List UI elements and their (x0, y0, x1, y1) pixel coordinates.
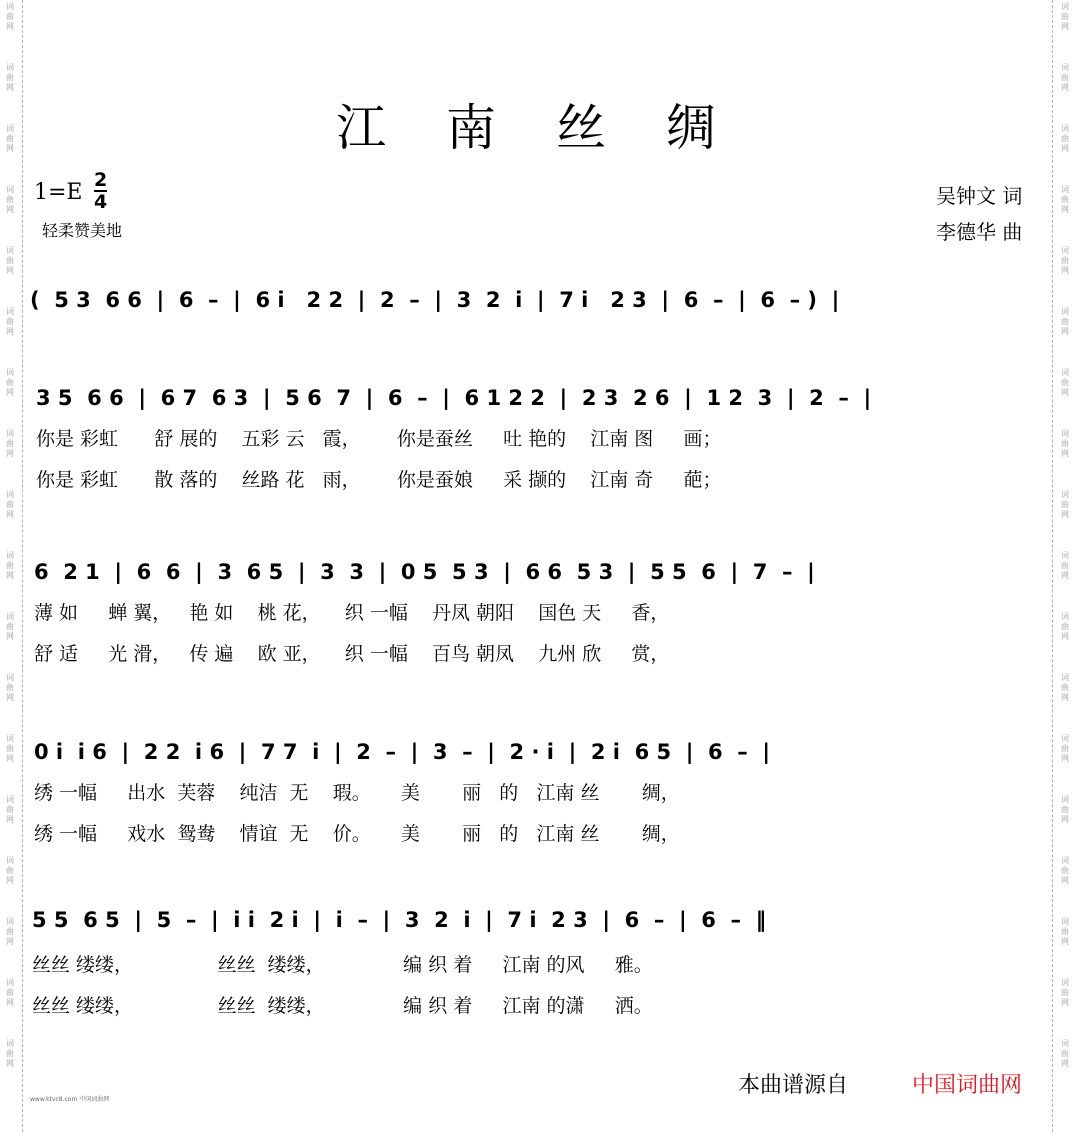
source-caption (738, 1068, 848, 1099)
watermark-glyphs: 词 曲 网 (6, 1039, 14, 1068)
site-name-link[interactable]: 中国词曲网 (912, 1073, 1023, 1098)
time-signature (94, 170, 107, 212)
watermark-glyphs: 词 曲 网 (1061, 429, 1069, 458)
watermark-glyphs: 词 曲 网 (1061, 1039, 1069, 1068)
watermark-glyphs: 词 曲 网 (6, 795, 14, 824)
watermark-glyphs: 词 曲 网 (6, 429, 14, 458)
watermark-glyphs: 词 曲 网 (6, 978, 14, 1007)
right-margin-line (1052, 0, 1053, 1132)
watermark-glyphs: 词 曲 网 (6, 307, 14, 336)
watermark-glyphs: 词 曲 网 (6, 917, 14, 946)
watermark-glyphs: 词 曲 网 (1061, 246, 1069, 275)
time-signature-top: 2 (94, 169, 108, 191)
watermark-glyphs: 词 曲 网 (6, 124, 14, 153)
watermark-glyphs: 词 曲 网 (1061, 368, 1069, 397)
watermark-glyphs: 词 曲 网 (6, 63, 14, 92)
watermark-glyphs: 词 曲 网 (1061, 490, 1069, 519)
watermark-glyphs: 词 曲 网 (1061, 2, 1069, 31)
watermark-glyphs: 词 曲 网 (6, 551, 14, 580)
watermark-glyphs: 词 曲 网 (6, 734, 14, 763)
watermark-glyphs: 词 曲 网 (6, 2, 14, 31)
key-signature (34, 180, 83, 205)
small-source-url: www.ktvc8.com 中国词曲网 (30, 1096, 110, 1103)
lyrics-verse-1: 薄 如 蝉 翼， 艳 如 桃 花， 织 一幅 丹凤 朝阳 国色 天 香， (34, 602, 670, 624)
watermark-glyphs: 词 曲 网 (6, 185, 14, 214)
watermark-glyphs: 词 曲 网 (6, 612, 14, 641)
watermark-glyphs: 词 曲 网 (6, 856, 14, 885)
lyrics-verse-1: 绣 一幅 出水 芙蓉 纯洁 无 瑕。 美 丽 的 江南 丝 绸， (34, 782, 680, 804)
lyrics-verse-1: 丝丝 缕缕， 丝丝 缕缕， 编 织 着 江南 的风 雅。 (32, 954, 653, 976)
notation-line: 6 2 1 | 6 6 | 3 6 5 | 3 3 | 0 5 5 3 | 6 6 5 3 | 5 5 6 | 7 – | (34, 560, 815, 584)
watermark-glyphs: 词 曲 网 (1061, 185, 1069, 214)
lyricist-credit: 吴钟文 词 (936, 184, 1023, 208)
score-row-3 (34, 560, 1044, 666)
watermark-glyphs: 词 曲 网 (1061, 734, 1069, 763)
watermark-glyphs: 词 曲 网 (6, 246, 14, 275)
notation-line: 0 i i 6 | 2 2 i 6 | 7 7 i | 2 – | 3 – | 2 · i | 2 i 6 5 | 6 – | (34, 740, 771, 764)
watermark-glyphs: 词 曲 网 (6, 368, 14, 397)
watermark-glyphs: 词 曲 网 (1061, 673, 1069, 702)
watermark-glyphs: 词 曲 网 (1061, 124, 1069, 153)
watermark-glyphs: 词 曲 网 (6, 490, 14, 519)
score-row-2 (36, 386, 1046, 492)
watermark-glyphs: 词 曲 网 (1061, 917, 1069, 946)
composer-credit: 李德华 曲 (936, 220, 1023, 244)
score-row-4 (34, 740, 1044, 846)
time-signature-bottom: 4 (94, 191, 108, 213)
watermark-glyphs: 词 曲 网 (1061, 551, 1069, 580)
expression-marking: 轻柔赞美地 (42, 221, 123, 240)
watermark-glyphs: 词 曲 网 (1061, 795, 1069, 824)
watermark-glyphs: 词 曲 网 (6, 673, 14, 702)
notation-line: ( 5 3 6 6 | 6 – | 6 i 2 2 | 2 – | 3 2 i | 7 i 2 3 | 6 – | 6 – ) | (30, 288, 840, 312)
left-margin-line (22, 0, 23, 1132)
watermark-glyphs: 词 曲 网 (1061, 63, 1069, 92)
lyrics-verse-2: 你是 彩虹 散 落的 丝路 花 雨， 你是蚕娘 采 撷的 江南 奇 葩； (36, 469, 722, 491)
watermark-glyphs: 词 曲 网 (1061, 307, 1069, 336)
watermark-glyphs: 词 曲 网 (1061, 856, 1069, 885)
lyrics-verse-2: 舒 适 光 滑， 传 遍 欧 亚， 织 一幅 百鸟 朝凤 九州 欣 赏， (34, 643, 670, 665)
notation-line: 3 5 6 6 | 6 7 6 3 | 5 6 7 | 6 – | 6 1 2 2 | 2 3 2 6 | 1 2 3 | 2 – | (36, 386, 872, 410)
lyrics-verse-1: 你是 彩虹 舒 展的 五彩 云 霞， 你是蚕丝 吐 艳的 江南 图 画； (36, 428, 722, 450)
notation-line: 5 5 6 5 | 5 – | i i 2 i | i – | 3 2 i | 7 i 2 3 | 6 – | 6 – ‖ (32, 908, 767, 932)
key-signature-text: 1=E (34, 180, 83, 205)
watermark-glyphs: 词 曲 网 (1061, 612, 1069, 641)
score-row-5 (32, 908, 1042, 1018)
lyrics-verse-2: 绣 一幅 戏水 鸳鸯 情谊 无 价。 美 丽 的 江南 丝 绸， (34, 823, 680, 845)
watermark-glyphs: 词 曲 网 (1061, 978, 1069, 1007)
lyrics-verse-2: 丝丝 缕缕， 丝丝 缕缕， 编 织 着 江南 的潇 洒。 (32, 995, 653, 1017)
score-row-1 (30, 288, 1040, 312)
song-title: 江 南 丝 绸 (336, 99, 738, 157)
source-caption-text: 本曲谱源自 (738, 1073, 849, 1098)
